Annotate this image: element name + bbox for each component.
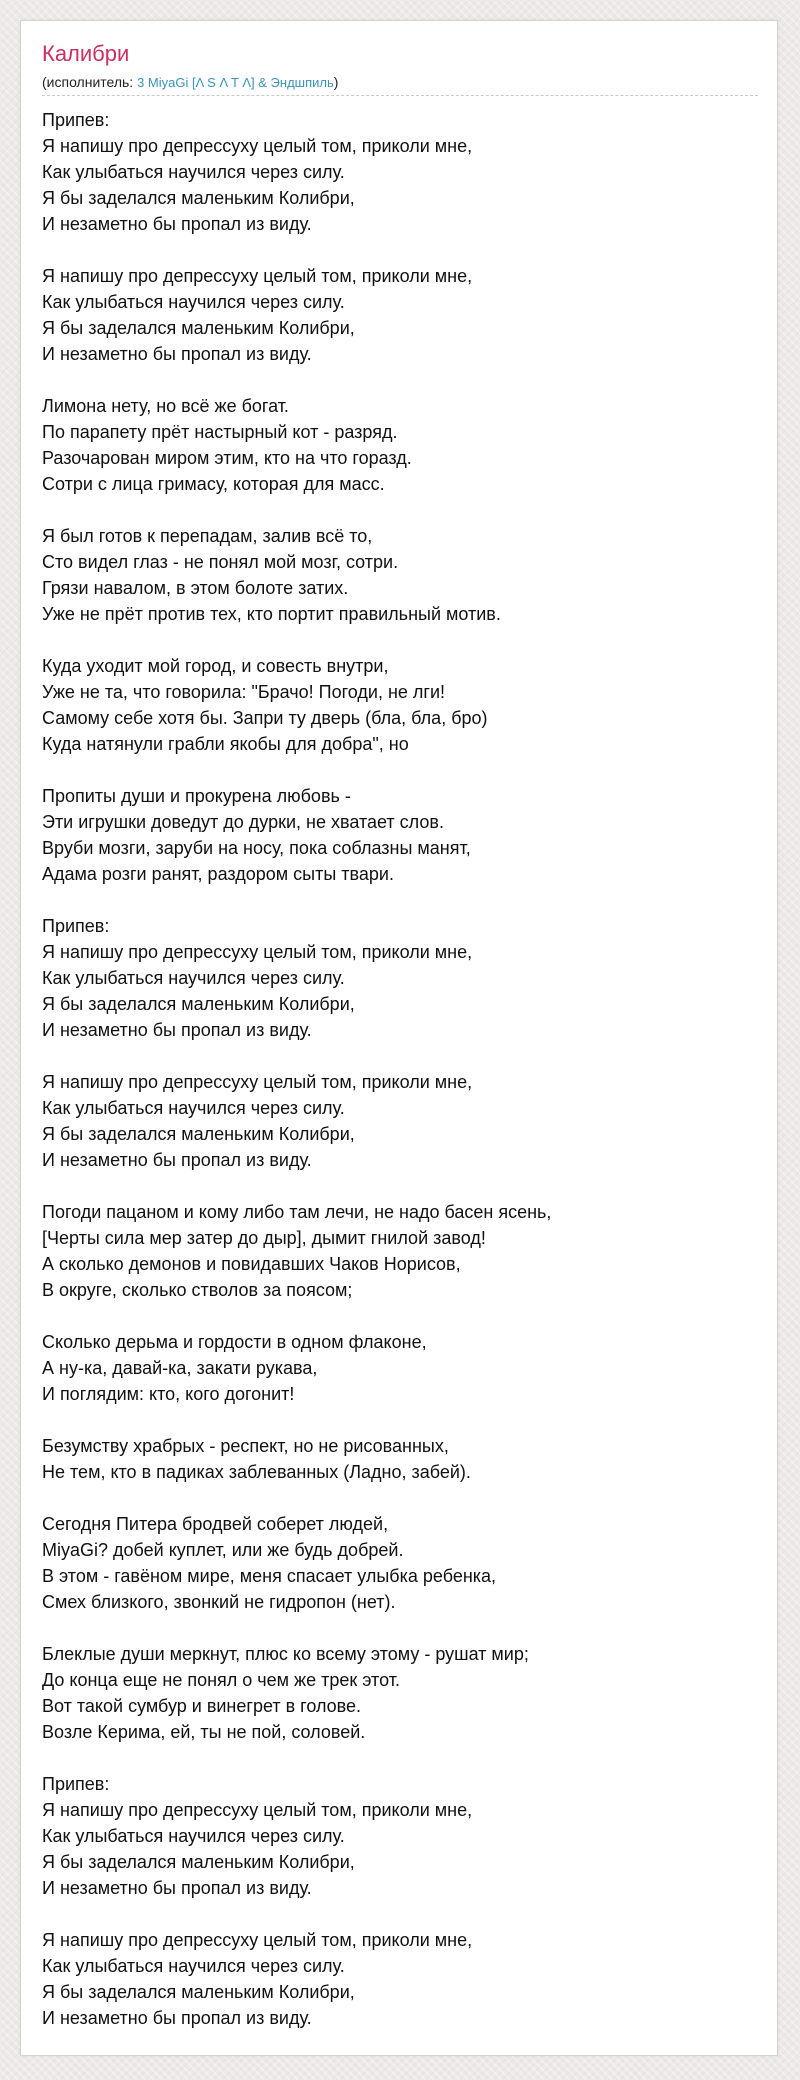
- byline-suffix: ): [333, 74, 339, 90]
- lyrics-card: [20, 20, 778, 2056]
- lyrics-text: Припев: Я напишу про депрессуху целый том, приколи мне, Как улыбаться научился через силу. Я бы заделался маленьким Колибри, И незаметно бы пропал из виду. Я напишу про депрессуху целый том, приколи мне, Как улыбаться научился через силу. Я бы заделался маленьким Колибри, И незаметно бы пропал из виду. Лимона нету, но всё же богат. По парапету прёт настырный кот - разряд. Разочарован миром этим, кто на что горазд. Сотри с лица гримасу, которая для масс. Я был готов к перепадам, залив всё то, Сто видел глаз - не понял мой мозг, сотри. Грязи навалом, в этом болоте затих. Уже не прёт против тех, кто портит правильный мотив. Куда уходит мой город, и совесть внутри, Уже не та, что говорила: "Брачо! Погоди, не лги! Самому себе хотя бы. Запри ту дверь (бла, бла, бро) Куда натянули грабли якобы для добра", но Пропиты души и прокурена любовь - Эти игрушки доведут до дурки, не хватает слов. Вруби мозги, заруби на носу, пока соблазны манят, Адама розги ранят, раздором сыты твари. Припев: Я напишу про депрессуху целый том, приколи мне, Как улыбаться научился через силу. Я бы заделался маленьким Колибри, И незаметно бы пропал из виду. Я напишу про депрессуху целый том, приколи мне, Как улыбаться научился через силу. Я бы заделался маленьким Колибри, И незаметно бы пропал из виду. Погоди пацаном и кому либо там лечи, не надо басен ясень, [Черты сила мер затер до дыр], дымит гнилой завод! А сколько демонов и повидавших Чаков Норисов, В округе, сколько стволов за поясом; Сколько дерьма и гордости в одном флаконе, А ну-ка, давай-ка, закати рукава, И поглядим: кто, кого догонит! Безумству храбрых - респект, но не рисованных, Не тем, кто в падиках заблеванных (Ладно, забей). Сегодня Питера бродвей соберет людей, MiyaGi? добей куплет, или же будь добрей. В этом - гавёном мире, меня спасает улыбка ребенка, Смех близкого, звонкий не гидропон (нет). Блеклые души меркнут, плюс ко всему этому - рушат мир; До конца еще не понял о чем же трек этот. Вот такой сумбур и винегрет в голове. Возле Керима, ей, ты не пой, соловей. Припев: Я напишу про депрессуху целый том, приколи мне, Как улыбаться научился через силу. Я бы заделался маленьким Колибри, И незаметно бы пропал из виду. Я напишу про депрессуху целый том, приколи мне, Как улыбаться научился через силу. Я бы заделался маленьким Колибри, И незаметно бы пропал из виду.: [42, 110, 552, 2028]
- artist-byline: [42, 73, 338, 92]
- song-title: Калибри: [42, 41, 130, 66]
- artist-link[interactable]: 3 MiyaGi [Λ S Λ T Λ] & Эндшпиль: [137, 75, 334, 90]
- header-divider: [42, 95, 758, 96]
- byline-prefix: (исполнитель:: [42, 74, 138, 90]
